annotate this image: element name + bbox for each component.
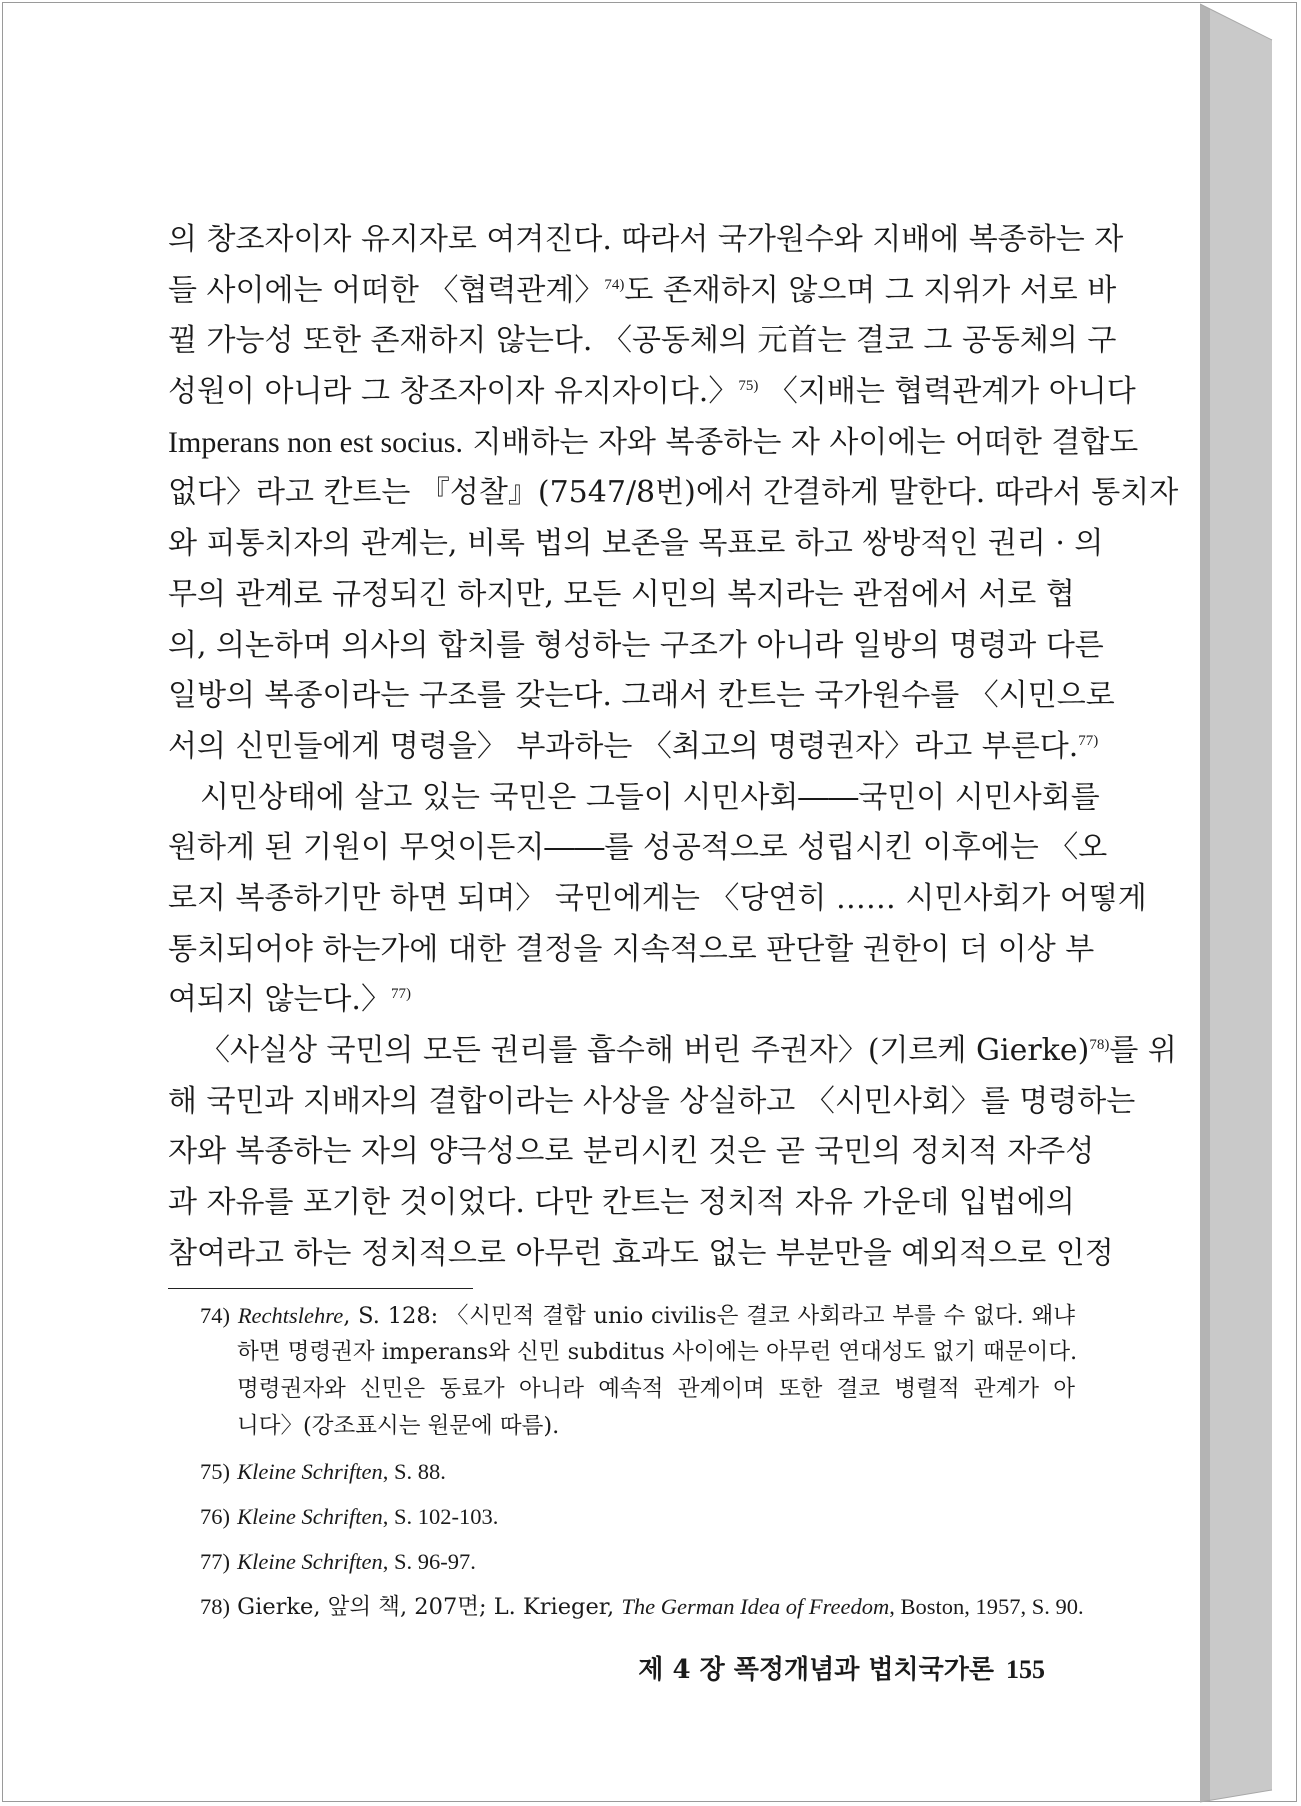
footnote-ref: 75) <box>738 378 759 395</box>
footnote-ref: 74) <box>604 276 625 293</box>
footnote-78: 78) Gierke, 앞의 책, 207면; L. Krieger, The German Idea of Freedom, Boston, 1957, S. 90. <box>200 1594 1084 1620</box>
text-line: 뀔 가능성 또한 존재하지 않는다. 〈공동체의 元首는 결코 그 공동체의 구 <box>168 323 1117 359</box>
page-number: 155 <box>1006 1655 1045 1684</box>
footnotes <box>200 1297 1084 1625</box>
footnote-ref: 77) <box>1078 732 1099 749</box>
footnote-line: 하면 명령권자 imperans와 신민 subditus 사이에는 아무런 연대성도 없기 때문이다. <box>237 1339 1078 1365</box>
text-line: Imperans non est socius. 지배하는 자와 복종하는 자 사이에는 어떠한 결합도 <box>168 424 1139 460</box>
running-head: 제 4 장 폭정개념과 법치국가론 <box>638 1655 994 1685</box>
text-line: 여되지 않는다.〉$^{77)}$ <box>168 982 411 1018</box>
text-line: 〈사실상 국민의 모든 권리를 흡수해 버린 주권자〉(기르케 Gierke)$^{78)}$를 위 <box>200 1033 1177 1068</box>
running-footer <box>638 1649 1045 1686</box>
main-text <box>168 215 1179 1279</box>
text-line: 해 국민과 지배자의 결합이라는 사상을 상실하고 〈시민사회〉를 명령하는 <box>168 1083 1136 1119</box>
text-line: 과 자유를 포기한 것이었다. 다만 칸트는 정치적 자유 가운데 입법에의 <box>168 1185 1075 1221</box>
text-line: 원하게 된 기원이 무엇이든지――를 성공적으로 성립시킨 이후에는 〈오 <box>168 830 1108 866</box>
footnote-76: 76) Kleine Schriften, S. 102-103. <box>200 1504 499 1529</box>
text-line: 자와 복종하는 자의 양극성으로 분리시킨 것은 곧 국민의 정치적 자주성 <box>168 1134 1095 1170</box>
text-line: 참여라고 하는 정치적으로 아무런 효과도 없는 부분만을 예외적으로 인정 <box>168 1235 1114 1271</box>
footnote-ref: 77) <box>390 986 411 1003</box>
text-line: 들 사이에는 어떠한 〈협력관계〉$^{74)}$도 존재하지 않으며 그 지위가 서로 바 <box>168 272 1117 308</box>
footnote-ref: 78) <box>1089 1037 1110 1053</box>
text-line: 없다〉라고 칸트는 『성찰』(7547/8번)에서 간결하게 말한다. 따라서 통치자 <box>168 475 1179 511</box>
text-line: 일방의 복종이라는 구조를 갖는다. 그래서 칸트는 국가원수를 〈시민으로 <box>168 678 1115 714</box>
footnote-line: 명령권자와 신민은 동료가 아니라 예속적 관계이며 또한 결코 병렬적 관계가 아 <box>237 1376 1075 1402</box>
text-line: 통치되어야 하는가에 대한 결정을 지속적으로 판단할 권한이 더 이상 부 <box>168 931 1095 967</box>
text-line: 서의 신민들에게 명령을〉 부과하는 〈최고의 명령권자〉라고 부른다.$^{77)}$ <box>168 728 1099 764</box>
footnote-75: 75) Kleine Schriften, S. 88. <box>200 1459 446 1484</box>
text-line: 의 창조자이자 유지자로 여겨진다. 따라서 국가원수와 지배에 복종하는 자 <box>168 222 1124 257</box>
text-line: 무의 관계로 규정되긴 하지만, 모든 시민의 복지라는 관점에서 서로 협 <box>168 576 1075 612</box>
footnote-77: 77) Kleine Schriften, S. 96-97. <box>200 1549 476 1574</box>
text-line: 시민상태에 살고 있는 국민은 그들이 시민사회――국민이 시민사회를 <box>200 779 1100 815</box>
text-line: 의, 의논하며 의사의 합치를 형성하는 구조가 아니라 일방의 명령과 다른 <box>168 627 1104 663</box>
footnote-divider <box>168 1288 473 1289</box>
footnote-74: 74) Rechtslehre, S. 128: 〈시민적 결합 unio civilis은 결코 사회라고 부를 수 없다. 왜냐 <box>200 1303 1075 1329</box>
text-line: 로지 복종하기만 하면 되며〉 국민에게는 〈당연히 …… 시민사회가 어떻게 <box>168 880 1147 916</box>
text-line: 성원이 아니라 그 창조자이자 유지자이다.〉$^{75)}$ 〈지배는 협력관계가 아니다 <box>168 374 1136 410</box>
footnote-line: 니다〉(강조표시는 원문에 따름). <box>237 1413 560 1439</box>
text-line: 와 피통치자의 관계는, 비록 법의 보존을 목표로 하고 쌍방적인 권리 · 의 <box>168 526 1104 562</box>
